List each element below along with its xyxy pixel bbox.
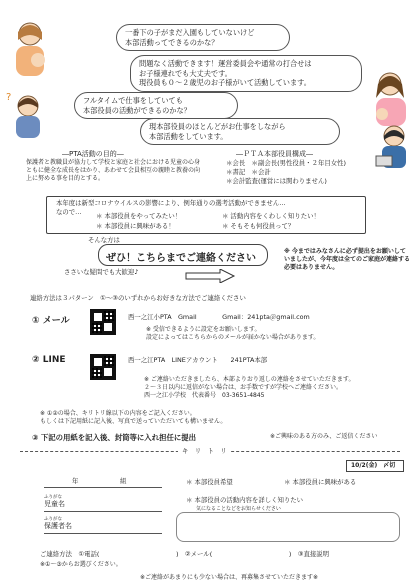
line-label: ② LINE	[32, 355, 66, 365]
furigana-label-2: ふりがな	[44, 517, 62, 522]
contact-methods[interactable]: ご連絡方法 ①電話( ) ②メール( ) ③直接説明	[40, 550, 330, 558]
question-bubble-2: フルタイムで仕事をしていても 本部役員の活動ができるのかな？	[74, 92, 238, 119]
smiling-mother-illustration	[368, 68, 414, 128]
child-name-label[interactable]: 児童名	[44, 500, 65, 508]
covid-item-1: ＊ 本部役員をやってみたい！	[96, 212, 182, 220]
line-note: ※ ご連絡いただきましたら、本部よりおり返しの連絡をさせていただきます。 ２～３日以内に返信がない場合は、お手数ですが学校へご連絡ください。 西一之江小学校 代表番号 03-3651-4845	[144, 376, 355, 399]
answer-bubble-2: 現本部役員のほとんどがお仕事をしながら 本部活動をしています。	[140, 118, 340, 145]
gmail-qr-code[interactable]	[90, 309, 116, 335]
class-label: 組	[120, 477, 127, 485]
grade-label: 年	[72, 477, 79, 485]
office-worker-illustration	[372, 122, 416, 172]
mail-label: ① メール	[32, 316, 70, 326]
worried-mother-illustration	[8, 18, 52, 78]
callout-small: ささいな疑問でも大歓迎♪	[64, 268, 139, 276]
covid-intro: 本年度は新型コロナウイルスの影響により、例年通りの選考活動ができません…	[56, 199, 286, 207]
parent-underline	[44, 533, 162, 534]
covid-naze: なので…	[56, 208, 82, 216]
covid-item-2: ＊ 活動内容をくわしく知りたい！	[222, 212, 320, 220]
deadline-text: 10/2(金) 〆切	[351, 462, 396, 469]
contact-callout-text: ぜひ！こちらまでご連絡ください	[106, 253, 256, 264]
kiritori-label: キ リ ト リ	[178, 447, 231, 456]
sonnakata-label: そんな方は	[88, 236, 120, 244]
arrow-icon	[184, 268, 236, 287]
footer-note: ※ご連絡があまりにも少ない場合は、再募集させていただきます※	[140, 574, 319, 581]
callout-note: ※ 今まではみなさんに必ず提出をお願いしていましたが、今年度は全てのご家庭が連絡する必要はありません。	[284, 248, 411, 271]
paper-sub: ※ご興味のある方のみ、ご返信ください	[270, 433, 378, 440]
child-underline	[44, 511, 162, 512]
purpose-title: ―PTA活動の目的―	[62, 150, 124, 158]
opt-details[interactable]: ＊ 本部役員の活動内容を詳しく知りたい	[186, 496, 304, 504]
structure-title: ―ＰＴＡ本部役員構成―	[236, 150, 313, 158]
grade-underline	[44, 487, 162, 488]
paper-label: ③ 下記の用紙を記入後、封筒等に入れ担任に提出	[32, 433, 197, 442]
opt-hope[interactable]: ＊ 本部役員希望	[186, 478, 233, 486]
methods-intro: 連絡方法は３パターン ①～③のいずれからお好きな方法でご連絡ください	[30, 294, 246, 302]
line-row: 西一之江PTA LINEアカウント 241PTA本部	[128, 356, 268, 364]
mail-note: ※ 受信できるように設定をお願いします。 設定によってはこちらからのメールが届かない場合があります。	[146, 326, 320, 341]
line-qr-code[interactable]	[90, 354, 116, 380]
structure-row-2: ＊書記 ＊会計	[226, 168, 271, 176]
answer-bubble-1: 問題なく活動できます！運営委員会や通常の打合せは お子様連れでも大丈夫です。 現役員も０～２歳児のお子様がいて活動しています。	[130, 55, 362, 92]
paper-note: ※ ①②の場合、キリトリ線以下の内容をご記入ください。 もしくは下記用紙に記入後、写真で送っていただいても構いません。	[40, 410, 227, 425]
mail-row: 西一之江小PTA Gmail Gmail：241pta＠gmail.com	[128, 313, 310, 321]
furigana-label-1: ふりがな	[44, 495, 62, 500]
question-bubble-1: 一番下の子がまだ入園もしていないけど 本部活動ってできるのかな？	[116, 24, 290, 51]
purpose-text: 保護者と教職員が協力して学校と家庭と社会における児童の心身ともに健全な成長をはかり、あわせて会員相互の親睦と教養の向上に努める事を目的とする。	[26, 159, 201, 182]
covid-item-4: ＊ そもそも何役員って？	[222, 222, 295, 230]
contact-sub: ※①～③からお選びください。	[40, 561, 122, 568]
parent-name-label[interactable]: 保護者名	[44, 522, 72, 530]
structure-row-1: ＊会長 ＊副会長(男性役員・２年目女性)	[226, 159, 347, 167]
structure-row-3: ＊会計監査(運営には関わりません)	[226, 177, 327, 185]
opt-interest[interactable]: ＊ 本部役員に興味がある	[284, 478, 357, 486]
thinking-worker-illustration	[4, 88, 52, 140]
opt-details-sub: 気になることなどをお知らせください	[196, 506, 281, 512]
details-textarea[interactable]	[176, 512, 400, 542]
svg-text:?: ?	[6, 92, 12, 103]
covid-item-3: ＊ 本部役員に興味がある！	[96, 222, 175, 230]
